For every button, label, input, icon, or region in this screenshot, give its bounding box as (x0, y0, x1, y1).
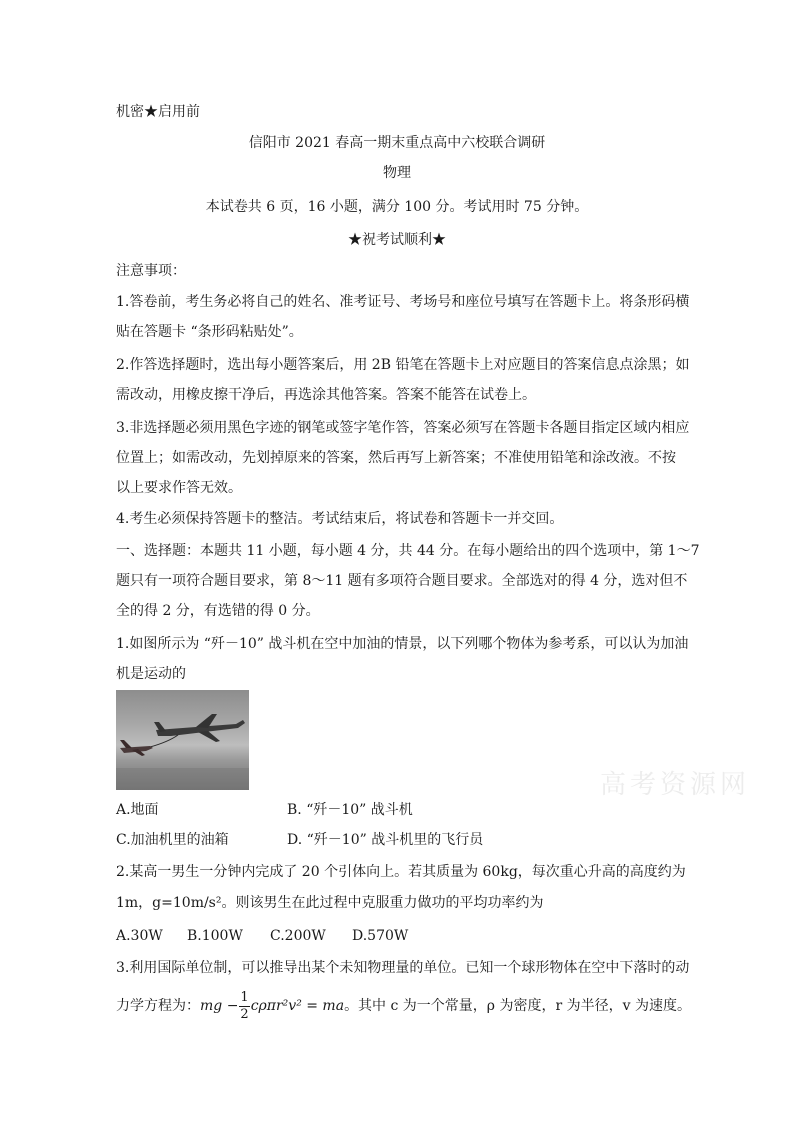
q1-option-c: C.加油机里的油箱 (116, 832, 229, 848)
fraction-denominator: 2 (240, 1006, 249, 1022)
q1-option-a: A.地面 (116, 802, 159, 818)
section-1-line-2: 题只有一项符合题目要求，第 8～11 题有多项符合题目要求。全部选对的得 4 分，选对但不 (116, 573, 688, 589)
section-1-line-3: 全的得 2 分，有选错的得 0 分。 (116, 603, 320, 619)
exam-info: 本试卷共 6 页，16 小题，满分 100 分。考试用时 75 分钟。 (205, 199, 589, 215)
note-2-line-2: 需改动，用橡皮擦干净后，再选涂其他答案。答案不能答在试卷上。 (116, 387, 536, 403)
q2-option-a: A.30W (116, 928, 163, 944)
q2-option-b: B.100W (187, 928, 243, 944)
note-2-line-1: 2.作答选择题时，选出每小题答案后，用 2B 铅笔在答题卡上对应题目的答案信息点涂黑；如 (116, 357, 690, 373)
section-1-line-1: 一、选择题：本题共 11 小题，每小题 4 分，共 44 分。在每小题给出的四个选项中，第 1～7 (116, 543, 700, 559)
note-4: 4.考生必须保持答题卡的整洁。考试结束后，将试卷和答题卡一并交回。 (116, 511, 564, 527)
formula-left: mg − (200, 998, 239, 1014)
dynamics-equation (200, 989, 345, 1022)
q2-stem-line-1: 2.某高一男生一分钟内完成了 20 个引体向上。若其质量为 60kg，每次重心升高的高度约为 (116, 864, 686, 880)
q3-stem-line-1: 3.利用国际单位制，可以推导出某个未知物理量的单位。已知一个球形物体在空中下落时的动 (116, 960, 690, 976)
q3-stem-line-2 (116, 988, 691, 1024)
refueling-photo (116, 690, 249, 790)
q1-option-d: D. “歼－10” 战斗机里的飞行员 (287, 832, 484, 848)
watermark: 高考资源网 (600, 770, 751, 800)
confidential-mark: 机密★启用前 (116, 104, 200, 120)
q1-stem-line-2: 机是运动的 (116, 666, 186, 682)
fraction-numerator: 1 (240, 989, 249, 1005)
q1-option-b: B. “歼－10” 战斗机 (287, 802, 413, 818)
notes-heading: 注意事项： (116, 263, 186, 279)
note-1-line-2: 贴在答题卡 “条形码粘贴处”。 (116, 324, 303, 340)
q3-prefix: 力学方程为： (116, 998, 200, 1014)
q2-stem-line-2: 1m，g=10m/s²。则该男生在此过程中克服重力做功的平均功率约为 (116, 895, 544, 911)
one-half-fraction (239, 990, 249, 1023)
q2-option-c: C.200W (270, 928, 326, 944)
q2-option-d: D.570W (352, 928, 409, 944)
good-luck-wish: ★祝考试顺利★ (348, 232, 446, 248)
q3-suffix: 。其中 c 为一个常量，ρ 为密度，r 为半径，v 为速度。 (344, 998, 691, 1014)
q1-stem-line-1: 1.如图所示为 “歼－10” 战斗机在空中加油的情景，以下列哪个物体为参考系，可以认为加油 (116, 636, 689, 652)
aircraft-illustration (116, 690, 249, 790)
note-3-line-1: 3.非选择题必须用黑色字迹的钢笔或签字笔作答，答案必须写在答题卡各题目指定区域内相应 (116, 420, 690, 436)
subject-title: 物理 (383, 165, 411, 181)
exam-title: 信阳市 2021 春高一期末重点高中六校联合调研 (248, 135, 546, 151)
note-3-line-3: 以上要求作答无效。 (116, 480, 242, 496)
note-3-line-2: 位置上；如需改动，先划掉原来的答案，然后再写上新答案；不准使用铅笔和涂改液。不按 (116, 450, 676, 466)
note-1-line-1: 1.答卷前，考生务必将自己的姓名、准考证号、考场号和座位号填写在答题卡上。将条形码横 (116, 294, 690, 310)
formula-right: cρπr²v² = ma (250, 998, 345, 1014)
